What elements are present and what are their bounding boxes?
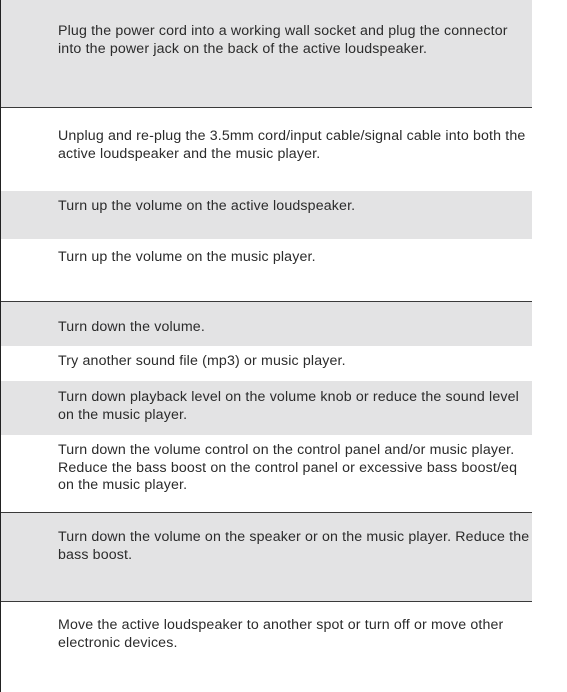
solution-text: Plug the power cord into a working wall socket and plug the connector into the power jack on the back of the active loudspeaker. xyxy=(58,23,508,57)
table-row xyxy=(1,602,532,692)
solution-text: Unplug and re-plug the 3.5mm cord/input cable/signal cable into both the active loudspeaker and the music player. xyxy=(58,128,526,162)
troubleshooting-solutions-table xyxy=(1,0,532,692)
table-row xyxy=(1,302,532,346)
solution-text: Try another sound file (mp3) or music player. xyxy=(58,353,346,369)
table-row xyxy=(1,0,532,108)
table-row xyxy=(1,513,532,602)
table-row xyxy=(1,191,532,239)
solution-text: Turn down the volume on the speaker or on the music player. Reduce the bass boost. xyxy=(58,529,530,563)
solution-text: Turn up the volume on the music player. xyxy=(58,249,316,265)
table-row xyxy=(1,239,532,302)
table-row xyxy=(1,346,532,381)
table-row xyxy=(1,381,532,435)
solution-text: Turn down the volume. xyxy=(58,319,205,335)
solution-text: Turn down the volume control on the control panel and/or music player. Reduce the bass boost on the control panel or excessive bass boost/eq on the music player. xyxy=(58,442,518,493)
solution-text: Move the active loudspeaker to another spot or turn off or move other electronic devices. xyxy=(58,617,504,651)
solution-text: Turn up the volume on the active loudspeaker. xyxy=(58,198,356,214)
table-row xyxy=(1,435,532,513)
table-row xyxy=(1,108,532,191)
solution-text: Turn down playback level on the volume knob or reduce the sound level on the music player. xyxy=(58,389,519,423)
